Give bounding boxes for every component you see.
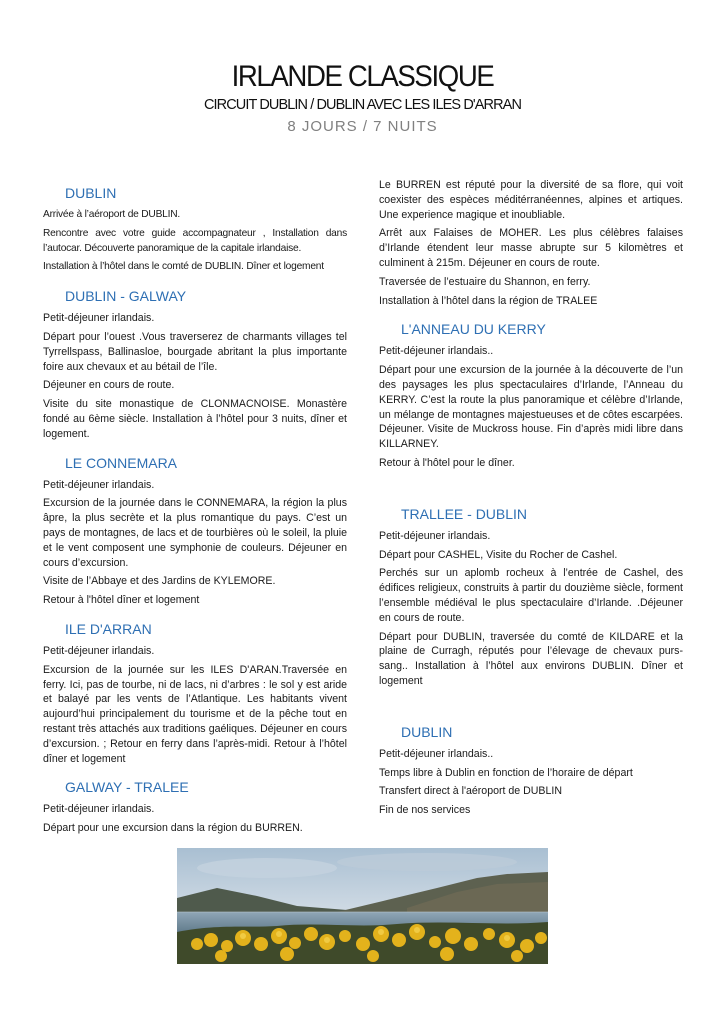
section-title: DUBLIN <box>401 723 453 740</box>
section-dublin-arrival <box>43 184 347 275</box>
paragraph: Arrêt aux Falaises de MOHER. Les plus célèbres falaises d’Irlande étendent leur masse abrupte sur 5 kilomètres et culminent à 215m. Déjeuner en cours de route. <box>379 227 683 269</box>
page-subtitle: CIRCUIT DUBLIN / DUBLIN AVEC LES ILES D'ARRAN <box>203 97 522 113</box>
page-header <box>0 60 725 137</box>
section-burren-continued <box>379 178 683 308</box>
paragraph: Rencontre avec votre guide accompagnateur , Installation dans l’autocar. Découverte panoramique de la capitale irlandaise. <box>43 227 347 254</box>
paragraph: Transfert direct à l'aéroport de DUBLIN <box>379 785 562 798</box>
paragraph: Fin de nos services <box>379 804 471 817</box>
section-galway-tralee <box>43 778 347 836</box>
section-ile-darran <box>43 620 347 766</box>
section-title: GALWAY - TRALEE <box>65 779 189 796</box>
paragraph: Petit-déjeuner irlandais.. <box>379 345 494 358</box>
section-title: LE CONNEMARA <box>65 454 178 471</box>
left-column <box>43 184 347 840</box>
paragraph: Petit-déjeuner irlandais. <box>379 529 491 542</box>
paragraph: Petit-déjeuner irlandais. <box>43 644 155 657</box>
paragraph: Excursion de la journée sur les ILES D'ARAN.Traversée en ferry. Ici, pas de tourbe, ni de lacs, ni d’arbres : le sol y est aride et balayé par les vents de l’Atlantique. Les habitants vivent aujourd’hui principalement du tourisme et de la pêche tout en restant très attachés aux traditions gaéliques. Déjeuner en cours d’excursion. ; Retour en ferry dans l’après-midi. Retour à l’hôtel dîner et logement <box>43 663 347 765</box>
paragraph: Déjeuner en cours de route. <box>43 379 175 392</box>
paragraph: Le BURREN est réputé pour la diversité de sa flore, qui voit coexister des espèces méditérranéennes, alpines et artiques. Une experience magique et inoubliable. <box>379 179 683 221</box>
paragraph: Visite de l’Abbaye et des Jardins de KYLEMORE. <box>43 575 276 588</box>
paragraph: Installation à l’hôtel dans la région de TRALEE <box>379 294 598 307</box>
section-title: DUBLIN <box>65 185 117 201</box>
paragraph: Visite du site monastique de CLONMACNOISE. Monastère fondé au 6ème siècle. Installation à l’hôtel pour 3 nuits, dîner et logement. <box>43 398 347 440</box>
paragraph: Départ pour une excursion de la journée à la découverte de l’un des paysages les plus spectaculaires d’Irlande, l’Anneau du KERRY. C’est la route la plus panoramique et célèbre d’Irlande, un mélange de montagnes majestueuses et de côtes escarpées. Déjeuner. Visite de Muckross house. Fin d’après midi libre dans KILLARNEY. <box>379 364 683 451</box>
paragraph: Traversée de l’estuaire du Shannon, en ferry. <box>379 275 591 288</box>
paragraph: Retour à l'hôtel dîner et logement <box>43 594 200 607</box>
paragraph: Perchés sur un aplomb rocheux à l’entrée de Cashel, des édifices religieux, construits à partir du douzième siècle, forment l’ensemble médiéval le plus spectaculaire d’Irlande. .Déjeuner en cours de route. <box>379 567 683 624</box>
paragraph: Excursion de la journée dans le CONNEMARA, la région la plus âpre, la plus secrète et la plus romantique du pays. C’est un pays de montagnes, de lacs et de tourbières où le soleil, la pluie et le vent composent une symphonie de couleurs. Déjeuner en cours d’excursion. <box>43 497 347 569</box>
trip-duration: 8 JOURS / 7 NUITS <box>287 118 438 135</box>
paragraph: Installation à l’hôtel dans le comté de DUBLIN. Dîner et logement <box>43 261 324 273</box>
section-title: ILE D'ARRAN <box>65 620 152 637</box>
section-title: TRALLEE - DUBLIN <box>401 505 528 522</box>
section-connemara <box>43 454 347 608</box>
section-title: DUBLIN - GALWAY <box>65 288 187 305</box>
paragraph: Petit-déjeuner irlandais.. <box>379 747 494 760</box>
lake-landscape-photo <box>177 848 548 964</box>
paragraph: Départ pour CASHEL, Visite du Rocher de Cashel. <box>379 548 618 561</box>
page-title: IRLANDE CLASSIQUE <box>231 60 494 93</box>
paragraph: Petit-déjeuner irlandais. <box>43 478 155 491</box>
paragraph: Temps libre à Dublin en fonction de l’horaire de départ <box>379 766 633 779</box>
section-dublin-departure <box>379 723 683 818</box>
paragraph: Départ pour l’ouest .Vous traverserez de charmants villages tel Tyrrellspass, Ballinasloe, bourgade abritant la plus importante foire aux chevaux et au bétail de l’île. <box>43 330 347 373</box>
paragraph: Départ pour une excursion dans la région du BURREN. <box>43 822 303 835</box>
paragraph: Petit-déjeuner irlandais. <box>43 312 155 325</box>
section-dublin-galway <box>43 287 347 441</box>
right-column <box>379 178 683 822</box>
paragraph: Retour à l'hôtel pour le dîner. <box>379 456 515 469</box>
paragraph: Arrivée à l’aéroport de DUBLIN. <box>43 209 181 220</box>
paragraph: Petit-déjeuner irlandais. <box>43 803 155 816</box>
section-anneau-du-kerry <box>379 320 683 470</box>
paragraph: Départ pour DUBLIN, traversée du comté de KILDARE et la plaine de Curragh, réputés pour l’élevage de chevaux purs-sang.. Installation à l’hôtel aux environs DUBLIN. Dîner et logement <box>379 630 683 687</box>
section-title: L'ANNEAU DU KERRY <box>401 321 546 338</box>
section-tralee-dublin <box>379 505 683 689</box>
